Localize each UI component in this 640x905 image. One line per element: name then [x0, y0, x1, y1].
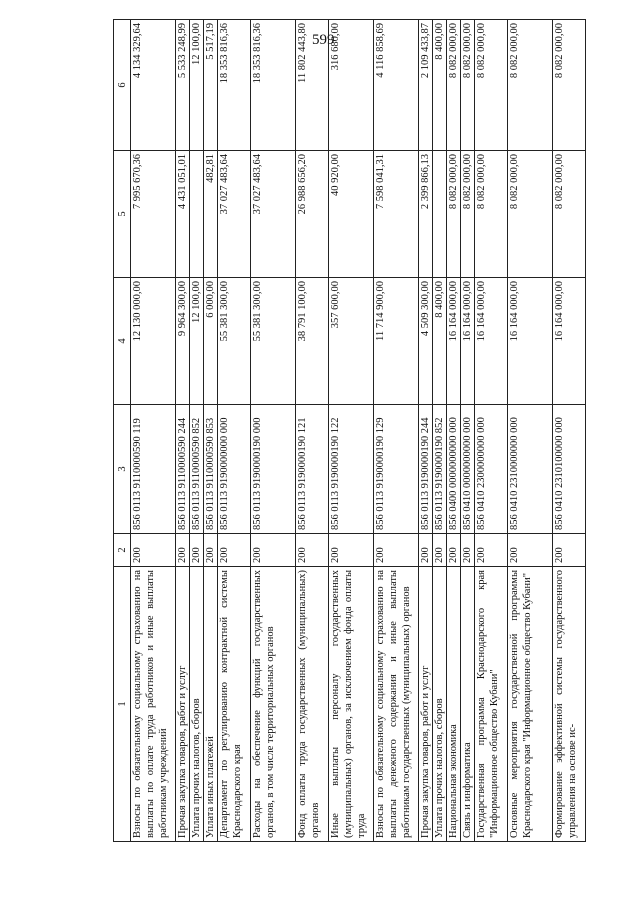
row-remaining-amount: 5 533 248,99	[176, 20, 190, 151]
row-classification-code: 856 0113 9190000190 129	[374, 405, 419, 534]
row-classification-code: 856 0113 9190000190 852	[433, 405, 447, 534]
row-code-line: 200	[251, 534, 296, 567]
row-code-line: 200	[176, 534, 190, 567]
table-row	[190, 20, 204, 842]
row-approved-amount: 4 509 300,00	[419, 278, 433, 405]
table-row	[419, 20, 433, 842]
row-executed-amount: 8 082 000,00	[475, 151, 508, 278]
row-executed-amount: 8 082 000,00	[508, 151, 553, 278]
row-remaining-amount: 5 517,19	[204, 20, 218, 151]
table-row	[218, 20, 251, 842]
row-code-line: 200	[447, 534, 461, 567]
row-executed-amount: 37 027 483,64	[218, 151, 251, 278]
row-approved-amount: 55 381 300,00	[251, 278, 296, 405]
table-row	[374, 20, 419, 842]
row-description: Уплата иных платежей	[204, 567, 218, 842]
row-classification-code: 856 0113 9190000190 244	[419, 405, 433, 534]
row-classification-code: 856 0113 9190000190 122	[329, 405, 374, 534]
row-classification-code: 856 0410 0000000000 000	[461, 405, 475, 534]
row-code-line: 200	[204, 534, 218, 567]
row-code-line: 200	[419, 534, 433, 567]
row-code-line: 200	[218, 534, 251, 567]
row-approved-amount: 12 130 000,00	[131, 278, 176, 405]
row-code-line: 200	[329, 534, 374, 567]
row-executed-amount: 40 920,00	[329, 151, 374, 278]
row-approved-amount: 16 164 000,00	[508, 278, 553, 405]
row-remaining-amount: 8 082 000,00	[508, 20, 553, 151]
row-code-line: 200	[508, 534, 553, 567]
budget-table	[113, 19, 586, 842]
table-row	[176, 20, 190, 842]
row-description: Прочая закупка товаров, работ и услуг	[176, 567, 190, 842]
table-header-row	[114, 20, 131, 842]
row-remaining-amount: 8 400,00	[433, 20, 447, 151]
row-executed-amount: 482,81	[204, 151, 218, 278]
row-approved-amount: 8 400,00	[433, 278, 447, 405]
table-row	[553, 20, 586, 842]
row-description: Иные выплаты персоналу государственных (муниципальных) органов, за исключением фонда оплаты труда	[329, 567, 374, 842]
row-executed-amount: 8 082 000,00	[447, 151, 461, 278]
row-remaining-amount: 4 134 329,64	[131, 20, 176, 151]
row-remaining-amount: 12 100,00	[190, 20, 204, 151]
row-executed-amount	[433, 151, 447, 278]
row-description: Государственная программа Краснодарского края "Информационное общество Кубани"	[475, 567, 508, 842]
table-row	[475, 20, 508, 842]
row-description: Расходы на обеспечение функций государственных органов, в том числе территориальных органов	[251, 567, 296, 842]
row-approved-amount: 16 164 000,00	[475, 278, 508, 405]
row-remaining-amount: 8 082 000,00	[475, 20, 508, 151]
row-code-line: 200	[131, 534, 176, 567]
row-remaining-amount: 18 353 816,36	[251, 20, 296, 151]
header-cell-4: 4	[114, 278, 131, 405]
table-row	[131, 20, 176, 842]
row-code-line: 200	[433, 534, 447, 567]
row-classification-code: 856 0410 2310100000 000	[553, 405, 586, 534]
row-description: Прочая закупка товаров, работ и услуг	[419, 567, 433, 842]
table-row	[251, 20, 296, 842]
row-remaining-amount: 8 082 000,00	[553, 20, 586, 151]
row-classification-code: 856 0113 9110000590 119	[131, 405, 176, 534]
row-remaining-amount: 316 680,00	[329, 20, 374, 151]
row-description: Уплата прочих налогов, сборов	[190, 567, 204, 842]
table-row	[204, 20, 218, 842]
header-cell-6: 6	[114, 20, 131, 151]
row-description: Формирование эффективной системы государственного управления на основе ис-	[553, 567, 586, 842]
row-description: Фонд оплаты труда государственных (муниципальных) органов	[296, 567, 329, 842]
row-remaining-amount: 4 116 858,69	[374, 20, 419, 151]
row-description: Уплата прочих налогов, сборов	[433, 567, 447, 842]
row-classification-code: 856 0113 9110000590 852	[190, 405, 204, 534]
row-executed-amount: 2 399 866,13	[419, 151, 433, 278]
row-executed-amount: 4 431 051,01	[176, 151, 190, 278]
row-description: Взносы по обязательному социальному страхованию на выплаты денежного содержания и иные выплаты работникам государственных (муниципальных) органов	[374, 567, 419, 842]
header-cell-2: 2	[114, 534, 131, 567]
row-approved-amount: 11 714 900,00	[374, 278, 419, 405]
row-classification-code: 856 0400 0000000000 000	[447, 405, 461, 534]
header-cell-3: 3	[114, 405, 131, 534]
row-code-line: 200	[296, 534, 329, 567]
table-row	[433, 20, 447, 842]
row-classification-code: 856 0113 9110000590 853	[204, 405, 218, 534]
row-code-line: 200	[475, 534, 508, 567]
row-remaining-amount: 11 802 443,80	[296, 20, 329, 151]
row-classification-code: 856 0113 9190000190 121	[296, 405, 329, 534]
row-executed-amount: 7 995 670,36	[131, 151, 176, 278]
row-approved-amount: 6 000,00	[204, 278, 218, 405]
page-number: 599	[312, 32, 335, 48]
row-remaining-amount: 8 082 000,00	[447, 20, 461, 151]
row-approved-amount: 357 600,00	[329, 278, 374, 405]
row-code-line: 200	[190, 534, 204, 567]
row-executed-amount: 8 082 000,00	[553, 151, 586, 278]
row-executed-amount	[190, 151, 204, 278]
row-code-line: 200	[553, 534, 586, 567]
row-remaining-amount: 8 082 000,00	[461, 20, 475, 151]
table-row	[447, 20, 461, 842]
row-approved-amount: 55 381 300,00	[218, 278, 251, 405]
row-description: Департамент по регулированию контрактной системы Краснодарского края	[218, 567, 251, 842]
row-approved-amount: 16 164 000,00	[553, 278, 586, 405]
row-classification-code: 856 0410 2310000000 000	[508, 405, 553, 534]
row-classification-code: 856 0410 2300000000 000	[475, 405, 508, 534]
row-classification-code: 856 0113 9190000000 000	[218, 405, 251, 534]
row-executed-amount: 8 082 000,00	[461, 151, 475, 278]
row-description: Взносы по обязательному социальному страхованию на выплаты по оплате труда работников и иные выплаты работникам учреждений	[131, 567, 176, 842]
row-approved-amount: 9 964 300,00	[176, 278, 190, 405]
table-row	[461, 20, 475, 842]
row-classification-code: 856 0113 9190000190 000	[251, 405, 296, 534]
row-approved-amount: 38 791 100,00	[296, 278, 329, 405]
row-remaining-amount: 2 109 433,87	[419, 20, 433, 151]
row-approved-amount: 12 100,00	[190, 278, 204, 405]
row-code-line: 200	[461, 534, 475, 567]
row-approved-amount: 16 164 000,00	[447, 278, 461, 405]
row-description: Национальная экономика	[447, 567, 461, 842]
row-remaining-amount: 18 353 816,36	[218, 20, 251, 151]
table-row	[508, 20, 553, 842]
row-description: Основные мероприятия государственной программы Краснодарского края "Информационное общество Кубани"	[508, 567, 553, 842]
row-description: Связь и информатика	[461, 567, 475, 842]
row-executed-amount: 37 027 483,64	[251, 151, 296, 278]
row-executed-amount: 7 598 041,31	[374, 151, 419, 278]
table-row	[296, 20, 329, 842]
row-code-line: 200	[374, 534, 419, 567]
row-approved-amount: 16 164 000,00	[461, 278, 475, 405]
header-cell-5: 5	[114, 151, 131, 278]
row-classification-code: 856 0113 9110000590 244	[176, 405, 190, 534]
row-executed-amount: 26 988 656,20	[296, 151, 329, 278]
header-cell-1: 1	[114, 567, 131, 842]
table-row	[329, 20, 374, 842]
